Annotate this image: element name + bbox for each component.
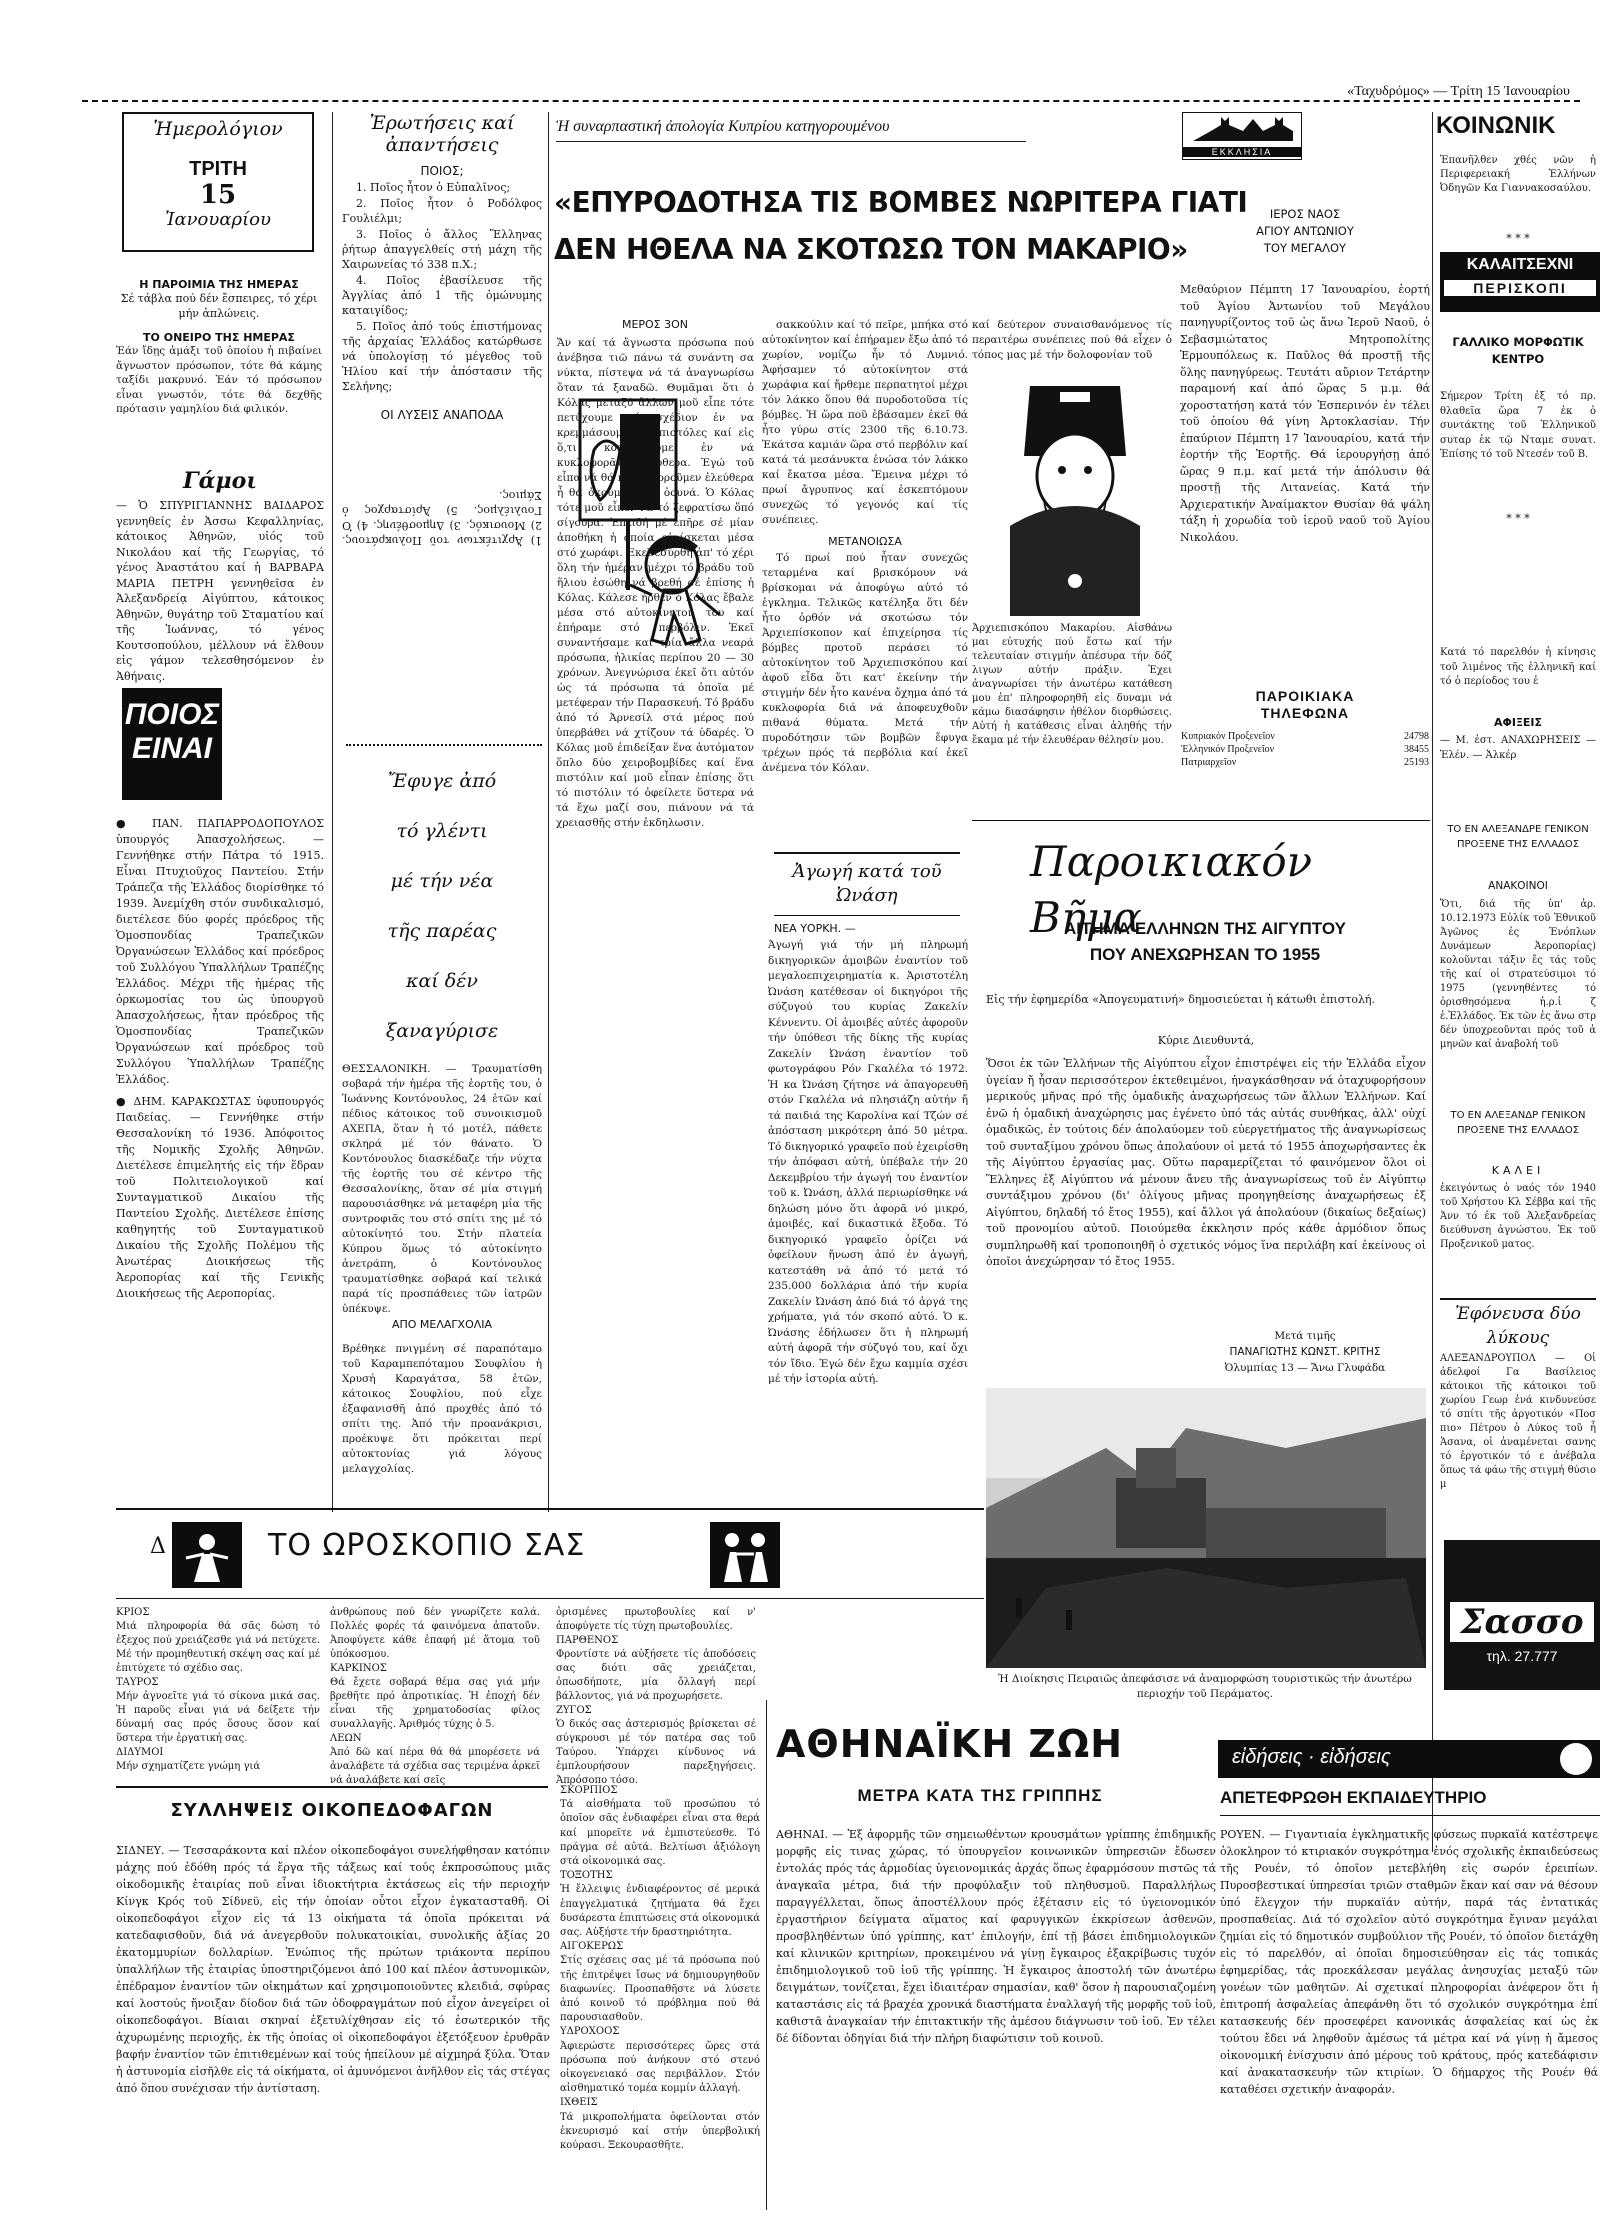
- escape-line-3: μέ τήν νέα: [390, 870, 494, 892]
- cypriot-col-b-text: σακκούλιν καί τό πεῖρε, μπήκα στό αὐτοκίνητον καί ἐπήραμεν ἔξω ἀπό τό χωρίον, νομίζω ἦν τό Λυμνιό. Ἀφήσαμεν τό αὐτοκίνητον στά χωράφια καί ἤρθεμε περπατητοί μέχρι τόν λάκκο ὅπου θά πυροδοτοῦσα τίς βόμβες. Ἡ ὥρα ποῦ ἐβάσαμεν ἐκεῖ θά ἦτο γύρω στίς 2300 τῆς 6.10.73. Ἐκάτσα καμιάν ὥρα στό περβόλιν καί κατά τά μεσάνυκτα ἐνώσα τόν λάκκο καί ἔκατσα μέσα. Ἔμεινα μέχρι τό πρωί ἄγρυπνος καί ἐσκεπτόμουν συνεχῶς τό γεγονός καί τίς συνέπειες.: [762, 319, 968, 526]
- answers-title: ΟΙ ΛΥΣΕΙΣ ΑΝΑΠΟΔΑ: [380, 408, 504, 422]
- escape-headline: [342, 756, 542, 1056]
- parikiakon-intro: Εἰς τήν ἐφημερίδα «Ἀπογευματινή» δημοσιεύεται ἡ κάτωθι ἐπιστολή.: [986, 993, 1376, 1006]
- phones-box: [1180, 688, 1430, 798]
- phone-name: Κυπριακόν Προξενεῖον: [1181, 731, 1275, 742]
- calendar-month: Ἰανουαρίου: [165, 209, 271, 230]
- who-is-line1: ΠΟΙΟΣ: [124, 698, 220, 731]
- arrivals-text: — Μ. ἐστ. ΑΝΑΧΩΡΗΣΕΙΣ — Ἑλέν. — Ἀλκέρ: [1440, 735, 1596, 761]
- perama-photo: [986, 1388, 1426, 1668]
- phone-row: [1180, 743, 1430, 756]
- cypriot-headline-line2: ΔΕΝ ΗΘΕΛΑ ΝΑ ΣΚΟΤΩΣΩ ΤΟΝ ΜΑΚΑΡΙΟ»: [554, 233, 1188, 266]
- horoscope-rule-top: [116, 1508, 984, 1510]
- horoscope-icon-left: [172, 1522, 242, 1588]
- news-banner: [1218, 1740, 1600, 1778]
- portrait-drawing: [990, 376, 1160, 616]
- escape-rule: [346, 744, 542, 746]
- phone-number: 38455: [1404, 744, 1429, 755]
- parikiakon-salutation: Κύριε Διευθυντά,: [1157, 1034, 1255, 1047]
- escape-line-1: Ἔφυγε ἀπό: [387, 770, 497, 792]
- church-icon: [1183, 113, 1303, 143]
- qa-title: Ἐρωτήσεις καί ἀπαντήσεις: [369, 112, 515, 156]
- news-banner-label: εἰδήσεις · εἰδήσεις: [1232, 1746, 1391, 1768]
- social-stars: * * *: [1506, 232, 1530, 245]
- athens-body: ΑΘΗΝΑΙ. — Ἐξ ἀφορμῆς τῶν σημειωθέντων κρουσμάτων γρίππης ἐπιδημικῆς μορφῆς εἰς τινας χώρας, τό ὑπουργεῖον κοινωνικῶν ὑπηρεσιῶν ἔδωσεν ἐντολάς πρός τάς ἁρμοδίας ὑγειονομικάς ἀρχάς ὅπως ἐφαρμόσουν πιστῶς τά ἀναγκαῖα μέτρα, διά τήν προφύλαξιν τοῦ πληθυσμοῦ. Παραλλήλως παραγγέλλεται, ὅπως ἀποστέλλουν πρός ἐξέτασιν εἰς τό ὑγειονομικόν ἐργαστήριον δείγματα αἵματος καί φαρυγγικῶν ἐκκρίσεων ἀσθενῶν, προσβληθέντων ὑπό γρίππης, κατ' ἐπιλογήν, ἐπί τῇ βάσει ἐπιδημιολογικῶν καί κλινικῶν κριτηρίων, προκειμένου νά γίνῃ ἔγκαιρος ἐξακρίβωσις τυχόν ἐπιδημιολογικοῦ τοῦ ἰοῦ τῆς γρίππης. Ἡ ἔγκαιρος ἀποστολή τῶν ἀνωτέρω δειγμάτων, τονίζεται, ἔχει ἰδιαιτέραν σημασίαν, καθ' ὅσον ἡ παρουσιαζομένη καταστάσις εἰς τά βραχέα χρονικά διαστήματα ἐναλλαγή τῆς μορφῆς τοῦ ἰοῦ, καθιστᾶ ἀναγκαίαν τήν ἐπιτακτικήν τῆς ἀμέσου διάγνωσιν τοῦ ἰοῦ. Ἐν τέλει δέ δίδονται ὁδηγίαι διά τήν πλήρη διαφώτισιν τοῦ κοινοῦ.: [776, 1828, 1216, 2045]
- horoscope-letter: Δ: [150, 1534, 166, 1559]
- horoscope-icon-right: [710, 1522, 780, 1588]
- proverb-section: [116, 278, 322, 415]
- portrait-caption: Ἀρχιεπισκόπου Μακαρίου. Αἰσθάνω μαι εὐτυχής πού ἔστω καί τήν τελευταίαν στιγμήν ἀπέσυρα τήν δόζ λιγων αὐτήν πράξιν. Ἐχει ἀναγνωρίσει τήν ἀνωτέρω κατάθεση μου ἐπ' πληροφορηθῆ εἰς δυναμι νά κάμω διασάφησιν ἠθέλον διορθώσεις. Αὐτή ἡ κατάθεσις εἶναι ἀληθής τήν ἔκαμα μέ τήν ἐλευθέραν θέλησίν μου.: [972, 623, 1172, 746]
- church-title-3: ΤΟΥ ΜΕΓΑΛΟΥ: [1263, 241, 1347, 255]
- athens-title: ΑΘΗΝΑΪΚΗ ΖΩΗ: [776, 1722, 1124, 1766]
- horoscope-col-b: ἀνθρώπους πού δέν γνωρίζετε καλά. Πολλές φορές τά φαινόμενα ἀπατοῦν. Ἀποφύγετε κάθε ἐπαφή μέ ἄτομα τοῦ ὑπόκοσμου. ΚΑΡΚΙΝΟΣ Θά ἔχετε σοβαρά θέμα σας γιά μήν βρεθῆτε πρό ἀπροτικίας. Ἡ ἐποχή δέν εἶναι τῆς χρηματοδοσίας φίλος συναλλαγῆς. Ἀριθμός τύχης ὁ 5. ΛΕΩΝ Ἀπό δῶ καί πέρα θά θά μπορέσετε νά ἀναλάβετε τά σχέδια σας τεριμένα ἀρκεῖ νά ἀναλάβετε καί σεῖς: [330, 1607, 540, 1786]
- kalei-text: ἐκειγόντως ὁ ναός τόν 1940 τοῦ Χρήστου Κλ Σέββα καί τῆς Ἀνν τό ἐκ τοῦ Ἀλεξανδρείας διεύθυνση ἀγνώστου. Ἐκ τοῦ Προξενικοῦ ματος.: [1440, 1183, 1596, 1250]
- cypriot-col-b: [762, 318, 968, 838]
- signoff: Μετά τιμῆς: [1274, 1330, 1336, 1342]
- parikiakon-headline-2: ΠΟΥ ΑΝΕΧΩΡΗΣΑΝ ΤΟ 1955: [1089, 945, 1321, 964]
- sasso-ad: [1444, 1540, 1600, 1690]
- parikiakon-body: Ὅσοι ἐκ τῶν Ἑλλήνων τῆς Αἰγύπτου εἶχον ἐπιστρέψει εἰς τήν Ἑλλάδα εἶχον ὑγείαν ἤ ἦσαν περισσότερον ἐκτεθειμένοι, ἠναγκάσθησαν νά ὁταχυφορήσουν μερικούς μῆνας πρό τῆς ὁμαδικῆς ἀναχωρήσεως τῶν ἄλλων Ἑλλήνων. Καί ἐνῶ ἡ ὁμαδική ἀναχώρησις μας ἐγένετο ὑπό τάς αὐτάς συνθήκας, ἀλλ' οὐχί ὁμαδικῶς, ἐν τούτοις δέν ἀπολαύομεν τοῦ εὐεργετήματος τῆς ἀναγνωρίσεως τοῦ συνταξίμου χρόνου ὅπως ἀπολαύουν οἱ μετά τό 1955 ἀποχωρήσαντες ἐκ τῆς Αἰγύπτου ἐργασίας μας. Οὕτω παραμερίζεται τό φαινόμενον ὅλοι οἱ Ἕλληνες ἐξ Αἰγύπτου νά μένουν ἄνευ τῆς ἀναγνωρίσεως τοῦ ἐν Αἰγύπτῳ συντάξιμου χρόνου (δι' ὀλίγους μῆνας προηγηθείσης ἀναχωρήσεως ἐξ Αἰγύπτου, δηλαδή τό ἔτος 1955), καί ἄλλοι γά ἀπολαύουν (δικαίως δεξαίως) τοῦ προνομίου αὐτοῦ. Ποιούμεθα ἐκκλησιν πρός κάθε ἁρμόδιον ὅπως συμπληρωθῆ καί τροποποιηθῆ ὁ σχετικός νόμος ἵνα περιλάβη καί ἐκείνους οἱ ὁποῖοι ἀνεχώρησαν τό ἔτος 1955.: [986, 1057, 1426, 1268]
- who-is-text-2: ● ΔΗΜ. ΚΑΡΑΚΩΣΤΑΣ ὑφυπουργός Παιδείας. — Γεννήθηκε στήν Θεσσαλονίκη τό 1936. Ἀπόφοιτος τῆς Νομικῆς Σχολῆς Ἀθηνῶν. Διετέλεσε ἐπιμελητής εἰς τήν ἕδραν τοῦ Πολιτειολογικοῦ καί Συνταγματικοῦ Δικαίου τῆς Παντείου Σχολῆς. Διετέλεσε ἐπίσης καθηγητής τοῦ Συνταγματικοῦ Δικαίου τῆς Σχολῆς Πολέμου τῆς Ἀνωτέρας Διοικήσεως τῆς Ἀεροπορίας καί τῆς Γενικῆς Διοικήσεως τῆς Αεροπορίας.: [116, 1095, 324, 1300]
- signer-address: Ὀλυμπίας 13 — Ἄνω Γλυφάδα: [1224, 1362, 1386, 1374]
- escape-line-5: καί δέν: [406, 970, 478, 992]
- announce-title: ΑΝΑΚΟΙΝΟΙ: [1488, 880, 1548, 892]
- horoscope-rule-bottom: [116, 1598, 984, 1599]
- question-2: 2. Ποῖος ἦτον ὁ Ροδόλφος Γουλιέλμι;: [342, 197, 542, 225]
- periscope-stars: * * *: [1506, 512, 1530, 525]
- cypriot-col-b2-text: Τό πρωί πού ἦταν συνεχῶς τεταρμένα καί βρισκόμουν νά βρίσκομαι νά ἀποφύγω αὐτό τό ἐγκλημα. Τελικῶς κατέληξα ὅτι δέν ἦτο ὀρθόν νά σκοτώσω τόν Ἀρχιεπίσκοπον καί ἐπιχείρησα τίς βόμβες προτοῦ περάσει τό αὐτοκίνητον τοῦ Ἀρχιεπισκόπου καί ἀφοῦ εἶδα ὅτι κατ' ἐκείνην τήν στιγμήν δέν ἦτο κανένα ὄχημα ἀπό τά κυκλοφορία διά νά ἀποφευχθοῦν πιθανά θύματα. Μετά τήν πυροδότησιν τῶν βομβῶν ἔφυγα τρέχων πρός τά περβόλια καί ἐκεῖ ἀνέμενα τόν Κόλαν.: [762, 552, 968, 774]
- horoscope-col-d: ΣΚΟΡΠΙΟΣ Τά αἰσθήματα τοῦ προσώπου τό ὁποῖον σᾶς ἐνδιαφέρει εἶναι στα θερά καί μπορεῖτε νά ἐμπιστεύεσθε. Τό πράγμα σέ αὐτά. Βελτίωσι ἀξιόλογη στά οἰκονομικά σας. ΤΟΞΟΤΗΣ Ἡ ἔλλειψις ἐνδιαφέροντος σέ μερικά ἐπαγγελματικά ζητήματα θά ἔχει δυσάρεστα ἐπιπτώσεις στά οἰκονομικά σας. Αὐξήστε τήν δραστηριότητα. ΑΙΓΟΚΕΡΩΣ Στίς σχέσεις σας μέ τά πρόσωπα πού τῆς ἐπιτρέψει ἴσως νά δημιουργηθοῦν διαφωνίες. Προσπαθῆστε νά λύσετε ἀπό κοινοῦ τό πρόβλημα πού θά παρουσιασθοῦν. ΥΔΡΟΧΟΟΣ Ἀφιερώστε περισσότερες ὥρες στά πρόσωπα πού ἀνήκουν στό στενό οἰκογενειακό σας περιβάλλον. Στόν αἰσθηματικό τομέα κομμίν ἀλλαγή. ΙΧΘΕΙΣ Τά μικροπολήματα ὀφείλονται στόν ἐκνευρισμό καί στήν ὑπερβολική κούρασι. Ξεκουρασθῆτε.: [560, 1785, 760, 2152]
- metanoia-title: ΜΕΤΑΝΟΙΩΣΑ: [828, 535, 902, 548]
- periscope-label: ΚΑΛΑΙΤΣΕΧΝΙ: [1466, 256, 1574, 273]
- answers-text: 1) Ἀρχιτέκτων τοῦ Πολυκράτους. 2) Μουσικός. 3) Δημοσθένης. 4) Ὁ Γουλιέλμος. 5) Ἀρίσταρχος ὁ Σάμιος.: [342, 489, 542, 547]
- church-title-2: ΑΓΙΟΥ ΑΝΤΩΝΙΟΥ: [1256, 224, 1354, 238]
- escape-body: ΘΕΣΣΑΛΟΝΙΚΗ. — Τραυματίσθη σοβαρά τήν ἡμέρα τῆς ἑορτῆς του, ὁ Ἰωάννης Κοντόνουλος, 24 ἐτῶν καί πέδιος κάτοικος τοῦ συνοικισμοῦ ΑΧΕΠΑ, ὅταν ἡ τό μοτέλ, πάθετε σκληρά μέ τόν θάνατο. Ὁ Κοντόνουλος διασκέδαζε τήν νύχτα τῆς ἑορτῆς του σέ κέντρο τῆς Θεσσαλονίκης, ὅταν σέ μία στιγμή παρουσιάσθηκε νά μεταφέρη μία τῆς συντροφιᾶς του στό σπίτι της μέ τό αὐτοκίνητό του. Στήν πλατεία Κύπρου ὅμως τό αὐτοκίνητο ἀνετράπη, ὁ Κοντόνουλος τραυματίσθηκε σοβαρά καί τελικά παρά τίς προσπάθειες τῶν ἰατρῶν ὑπέκυψε.: [342, 1063, 542, 1315]
- church-badge-label: ΕΚΚΛΗΣΙΑ: [1183, 147, 1301, 157]
- phones-title: ΠΑΡΟΙΚΙΑΚΑ ΤΗΛΕΦΩΝΑ: [1255, 688, 1355, 721]
- perama-caption: Ἡ Διοίκησις Πειραιῶς ἀπεφάσισε νά ἀναμορφώση τουριστικῶς τήν ἀνωτέρω περιοχήν τοῦ Περάματος.: [998, 1673, 1412, 1700]
- question-4: 4. Ποῖος ἐβασίλευσε τῆς Ἀγγλίας ἀπό 1 τῆς ὁμώνυμης καταιγίδος;: [342, 274, 542, 317]
- consul2-title: ΤΟ ΕΝ ΑΛΕΞΑΝΔΡ ΓΕΝΙΚΟΝ ΠΡΟΞΕΝΕ ΤΗΣ ΕΛΛΑΔΟΣ: [1450, 1110, 1586, 1136]
- sasso-brand: Σασσο: [1450, 1602, 1594, 1642]
- qa-subtitle: ΠΟΙΟΣ;: [420, 164, 464, 178]
- french-text: Σήμερον Τρίτη ἐξ τό πρ. θλαθεῖα ὥρα 7 ἐκ ὁ συντάκτης τοῦ Ἑλληνικοῦ συταρ ἐκ τῷ Νταμε συνατ. Ἐπίσης τό τοῦ Ντεσέν τοῦ Β.: [1440, 391, 1596, 460]
- church-badge: [1182, 112, 1302, 160]
- social-header: [1436, 112, 1600, 152]
- social-title: ΚΟΙΝΩΝΙΚ: [1436, 112, 1556, 139]
- question-3: 3. Ποῖος ὁ ἄλλος Ἕλληνας ῥήτωρ ἀπαγγελθείς στή μάχη τῆς Χαιρωνείας τό 338 π.Χ.;: [342, 228, 542, 271]
- divider-3: [1432, 112, 1433, 1852]
- murder-title: Ἐφόνευσα δύο λύκους: [1440, 1298, 1596, 1348]
- divider-2: [548, 112, 549, 1512]
- french-title: ΓΑΛΛΙΚΟ ΜΟΡΦΩΤΙΚ ΚΕΝΤΡΟ: [1452, 335, 1584, 366]
- calendar-box: [122, 112, 314, 252]
- horoscope-title: ΤΟ ΩΡΟΣΚΟΠΙΟ ΣΑΣ: [268, 1528, 586, 1563]
- parikiakon-rule: [972, 820, 1430, 821]
- weddings-section: [116, 468, 324, 683]
- zodiac-icon: [172, 1522, 242, 1588]
- arrivals-title: ΑΦΙΞΕΙΣ: [1493, 716, 1543, 729]
- weddings-text: — Ὁ ΣΠΥΡΙΓΙΑΝΝΗΣ ΒΑΙΔΑΡΟΣ γεννηθείς ἐν Ἀσσω Κεφαλληνίας, κάτοικος Ἀθηνῶν, υἱός τοῦ Νικολάου καί τῆς Γεωργίας, τό γένος Ἀναστάτου καί ἡ ΒΑΡΒΑΡΑ ΜΑΡΙΑ ΠΕΤΡΗ γεννηθεῖσα ἐν Ἀλεξανδρείᾳ Αἰγύπτου, κάτοικος Ἀθηνῶν, θυγάτηρ τοῦ Σταματίου καί τῆς Ἰωάννας, τό γένος Κουτσοπούλου, μέλλουν νά ἔλθουν εἰς γάμον τελεσθησόμενον ἐν Ἀθήναις.: [116, 499, 324, 683]
- proverb-text: Σέ τάβλα πού δέν ἔσπειρες, τό χέρι μήν ἁπλώνεις.: [120, 292, 318, 320]
- periscope-sub: ΠΕΡΙΣΚΟΠΙ: [1444, 280, 1596, 296]
- escape-line-4: τῆς παρέας: [387, 920, 497, 942]
- phone-row: [1180, 730, 1430, 743]
- question-1: 1. Ποῖος ἦτον ὁ Εὐπαλῖνος;: [356, 181, 511, 194]
- arrests-body: ΣΙΔΝΕΥ. — Τεσσαράκοντα καί πλέον οἰκοπεδοφάγοι συνελήφθησαν κατόπιν μάχης πού ἐδόθη πρός τά ἔργα τῆς τάξεως καί τούς ἐκπροσώπους μιᾶς οἰκοδομικῆς ἑταιρίας ποῦ εἶναι ἰδιοκτήτρια ἐκτάσεως εἰς τήν περιοχήν Κίνγκ Κρός τοῦ Σίδνεϋ, εἰς τήν ὁποίαν οὗτοι εἶχον ἐγκατασταθῆ. Οἱ οἰκοπεδοφάγοι εἶχον εἰς τά 13 οἰκήματα τά ὁποῖα πρόκειται νά κατεδαφισθοῦν, διά νά ἀνεγερθοῦν πολυκατοικίαι, συνολικῆς ἀξίας 20 ἑκατομμυρίων δολλαρίων. Ἐνώπιος τῆς πρώτων τριάκοντα περίπου ὑπαλλήλων τῆς ἑταιρίας ὑποστηριζόμενοι ἀπό 100 καί πλέον ἀστυνομικῶν, ἐπέδραμον ἐναντίον τῶν οἰκημάτων καί χρησιμοποιοῦντες κλειδιά, σφύρας καί λοστούς ἤνοιξαν δίοδον διά τῶν ὀδοφραγμάτων πού εἶχον ἀνεγείρει οἱ οἰκοπεδοφάγοι. Βίαιαι σκηναί ἐξετυλίχθησαν εἰς τό ἐσωτερικόν τῆς ἀχυρωμένης περιοχῆς, ἐκ τῆς ὁποίας οἱ οἰκοπεδοφάγοι ἐξετόξευον ἐρυθρᾶν βαφήν ἐναντίον τῶν ἐπιτιθεμένων καί τούς ἠπείλουν μέ αἰχμηρά ξύλα. Ὅταν ἡ ἀστυνομία εἰσῆλθε εἰς τά οἰκήματα, οἱ ἀμυνόμενοι ἀνῆλθον εἰς τάς στέγας ἀπό ὅπου συνέχισαν τήν ἀντίσταση.: [116, 1844, 550, 2095]
- phone-name: Πατριαρχεῖον: [1181, 757, 1237, 768]
- divider-1: [332, 112, 333, 1512]
- cypriot-col-a-text: Ἄν καί τά ἄγνωστα πρόσωπα πού ἀνέβησα τιῶ πάνω τά συνάντη σα νύκτα, πίστεψα νά τά ἀναγνωρίσω ὅταν τά ξαναδῶ. Θυμᾶμαι ὅτι ὁ Κόλας μεταξύ ἄλλων μοῦ εἶπε τότε πετύχουμε τό σχέδιον ἐν να κρεμμάσουμε τές πιστόλες καί εἰς ὅ,τι κοπετήσουμε ἐν νά κυκλοφορᾶτε ἐλεύθερα. Ἐγώ τοῦ εἶπα νά θά κυκλοφοροῦμεν ἐλεύθερα ἦ θά ὁκούμεν στά ὀουνά. Ὁ Κόλας τότε μοῦ εἶπεν νά τό ξεφρατίσω ὅπό σίγουρα. Ἐπειδή μέ ἐπῆρε σέ μίαν ἀποθήκη ἡ ὁποία εὑρίσκεται μέσα στό χωράφι. Ἐκεῖ ἐσύρθη ἀπ' τό χέρι ὅλη τήν ἡμέραν μέχρι τό βράδυ τοῦ ἥλιου ἐσώθη νά βρεθή σέ ἐπίσης ἡ Κόλας. Κάλεσε ἦρθεν ὁ Κόλας ἔβαλε μέσα στό αὐτοκίνητον του καί ἐπήραμε στό περβόλιν. Ἐκεῖ συναντήσαμε καί τρία ἄλλα νεαρά πρόσωπα, ἡλικίας περίπου 20 — 30 χρόνων. Ἀνεγνώρισα ἐκεῖ ὅτι αὐτόν ὡς τά πρόσωπα τά ὁποῖα μέ μετέφεραν τήν Παρασκευή. Τό βράδυ ἀπό τό Ἀρνεσίλ στά μέρος πού ὑπερβάθει νά χτίζουν τά ὑδαρές. Ὁ Κόλας μοῦ ἐπιδείξαν ἕνα ἀυτόματον ὅπλο δύο χειροβομβίδες καί ἕνα πιστόλιν καί μοῦ εἶπαν ἐπίσης ὅτι τό πιστόλιν τό ὀφείλετε ὕστερα νά τά ἔχω μαζί σου, πιάνουν νά τά χρειασθῆς στήν ἐκδηλωσιν.: [556, 337, 754, 829]
- qa-section: [342, 112, 542, 612]
- consul-title: ΤΟ ΕΝ ΑΛΕΞΑΝΔΡΕ ΓΕΝΙΚΟΝ ΠΡΟΞΕΝΕ ΤΗΣ ΕΛΛΑΔΟΣ: [1447, 824, 1589, 850]
- photo-scene: [986, 1388, 1426, 1668]
- dream-text: Ἐάν ἴδῃς ἁμάξι τοῦ ὁποίου ἡ πιβαίνει ἄγνωστον πρόσωπον, τότε θά κάμης ταξίδι μακρυνό. Ἐάν τό πρόσωπον εἶναι γνωστόν, τότε θά δεχθῆς πρότασιν γαμηλίου διά φιλικόν.: [116, 345, 322, 415]
- harbor-text: Κατά τό παρελθόν ἡ κίνησις τοῦ λιμένος τῆς ἑλληνικῆ καί τό ὁ περίοδος του ἐ: [1440, 647, 1596, 687]
- agogi-dateline: ΝΕΑ ΥΟΡΚΗ. —: [774, 922, 856, 935]
- calendar-weekday: ΤΡΙΤΗ: [189, 158, 247, 180]
- top-rule: [82, 100, 1580, 102]
- phone-row: [1180, 756, 1430, 769]
- news-headline: ΑΠΕΤΕΦΡΩΘΗ ΕΚΠΑΙΔΕΥΤΗΡΙΟ: [1220, 1788, 1600, 1816]
- phone-name: Ἑλληνικόν Προξενεῖον: [1181, 744, 1275, 755]
- signer: ΠΑΝΑΓΙΩΤΗΣ ΚΩΝΣΤ. ΚΡΙΤΗΣ: [1229, 1346, 1381, 1358]
- agogi-box: [774, 852, 960, 916]
- arrests-rule: [116, 1786, 548, 1788]
- melancholy-title: ΑΠΟ ΜΕΛΑΓΧΟΛΙΑ: [391, 1318, 493, 1331]
- makarios-portrait: [990, 376, 1160, 616]
- athens-headline: ΜΕΤΡΑ ΚΑΤΑ ΤΗΣ ΓΡΙΠΠΗΣ: [857, 1786, 1103, 1805]
- proverb-title: Η ΠΑΡΟΙΜΙΑ ΤΗΣ ΗΜΕΡΑΣ: [139, 278, 299, 291]
- kalei-title: ΚΑΛΕΙ: [1491, 1164, 1545, 1177]
- weddings-title: Γάμοι: [183, 468, 257, 494]
- murder-text: ΑΛΕΞΑΝΔΡΟΥΠΟΛ — Οἱ ἀδελφοί Γα Βασίλειος κάτοικοι τῆς κάτοικοι τοῦ χωρίου Γεωρ ἐνά κινδυνεύσε τό σπίτι τῆς ἀργοτικόν «Ποσ πιο» Πέτρου ὁ Λύκος τοῦ ἦ Ἁσανα, οἱ ἀναμένεται σανης τό ἐργοτικόν τό ε ἀνέβαλα ὅπως τά φάω τῆς στιγμή θύσιο μ: [1440, 1353, 1596, 1490]
- horoscope-col-c: ὁρισμένες πρωτοβουλίες καί ν' ἀποφύγετε τίς τύχη πρωτοβουλίες. ΠΑΡΘΕΝΟΣ Φροντίστε νά αὐξήσετε τίς ἀποδόσεις σας διότι σᾶς χρειάζεται, ὁπωσδήποτε, μία ὄλλαγή περί βάλλοντος, γιά νά προχωρήσετε. ΖΥΓΟΣ Ὁ δικός σας ἀστερισμός βρίσκεται σέ σύγκρουσι μέ τόν πατέρα σας τοῦ Ταύρου. Ὑπάρχει κίνδυνος νά ἐμπλουρήσουν παρεξηγήσεις. Ἀπρόσοπο τόσο.: [556, 1607, 756, 1786]
- zodiac-twins-icon: [710, 1522, 780, 1588]
- horoscope-banner: [150, 1514, 966, 1588]
- who-is-text-1: ● ΠΑΝ. ΠΑΠΑΡΡΟΔΟΠΟΥΛΟΣ ὑπουργός Ἀπασχολήσεως. — Γεννήθηκε στήν Πάτρα τό 1915. Εἶναι Πτυχιοῦχος Παντείου. Στήν Τράπεζα τῆς Ἑλλάδος διορίσθηκε τό 1939. Ἀνεμίχθη στόν συνδικαλισμό, διετέλεσε δύο φορές πρόεδρος τῆς Ὁμοσπονδίας Τραπεζικῶν Ὀργανώσεων Ἑλλάδος καί πρόεδρος τοῦ Συλλόγου Ὑπαλλήλων Τραπέζης Ἑλλάδος. Μέχρι τῆς ἡμέρας τῆς ὁρκωμοσίας του ὡς ὑπουργοῦ Ἀπασχολήσεως, ἦταν πρόεδρος τῆς Ὁμοσπονδίας Τραπεζικῶν Ὀργανώσεων καί πρόεδρος τοῦ Συλλόγου Ὑπαλλήλων Τραπέζης Ἑλλάδος.: [116, 817, 324, 1086]
- cypriot-headline-line1: «ΕΠΥΡΟΔΟΤΗΣΑ ΤΙΣ ΒΟΜΒΕΣ ΝΩΡΙΤΕΡΑ ΓΙΑΤΙ: [554, 186, 1248, 219]
- dream-title: ΤΟ ΟΝΕΙΡΟ ΤΗΣ ΗΜΕΡΑΣ: [143, 331, 295, 344]
- horoscope-col-a: ΚΡΙΟΣ Μιά πληροφορία θά σᾶς δώση τό ἐξεχος πού χρειάζεσθε γιά νά πετύχετε. Μέ τήν προμηθευτική σκέψη σας καί μέ ἐπιτύχετε τό σχέδιο σας. ΤΑΥΡΟΣ Μήν ἀγνοεῖτε γιά τό σίκονα μικά σας. Ἡ παροῦς εἶναι γιά νά δείξετε τήν δύναμή σας πρός ὅσους ὅσον καί ὕστερα τήν ἐργατική σας. ΔΙΔΥΜΟΙ Μήν σχηματίζετε γνώμη γιά: [116, 1607, 320, 1772]
- phone-number: 24798: [1404, 731, 1429, 742]
- running-head: «Ταχυδρόμος» — Τρίτη 15 Ἰανουαρίου: [1347, 84, 1570, 99]
- calendar-title: Ἡμερολόγιον: [153, 118, 283, 140]
- periscope-banner: [1440, 252, 1600, 312]
- phones-table: [1180, 730, 1430, 769]
- cypriot-kicker: Ἡ συναρπαστική ἀπολογία Κυπρίου κατηγορουμένου: [556, 118, 1026, 142]
- who-is-line2: ΕΙΝΑΙ: [131, 732, 212, 765]
- escape-line-6: ξαναγύρισε: [385, 1020, 499, 1042]
- announce-text: Ὅτι, διά τῆς ὑπ' ἀρ. 10.12.1973 Εὐλίκ τοῦ Ἑθνικοῦ Ἀγῶνος ἐς Ἐνόπλων Δυνάμεων Ἀεροπορίας) κολοῦνται τάξιν ἔς τάς τοῦς τῆς καί οἱ στρατεύσιμοι τό 1975 (γεννηθέντες τό ὀρισθησόμενα ἡ.ρ.ἰ ζ ἐ.Ἑλλάδος. Ἐκ τῶν ἐς ἄνω στρ δέν ὑποχρεοῦνται πρός τοῦ ἀ μηνῶν καί ἀναβολή τοῦ: [1440, 899, 1596, 1050]
- globe-icon: [1560, 1743, 1592, 1775]
- agogi-title: Ἀγωγή κατά τοῦ Ὠνάση: [792, 861, 942, 906]
- church-title: [1180, 206, 1430, 266]
- church-body: Μεθαύριον Πέμπτη 17 Ἰανουαρίου, ἑορτή τοῦ Ἁγίου Ἀντωνίου τοῦ Μεγάλου πανηγυρίζοντος τοῦ ὡς ἄνω Ἱεροῦ Ναοῦ, ὁ Σεβασμιώτατος Μητροπολίτης Ἑρμουπόλεως κ. Παῦλος θά προστῇ τῆς ὅλης πανηγύρεως. Τευτάτι αὔριον Τετάρτην παραμονή καί ἀπό ὥρας 5 μ.μ. θά χοροστατήση κατά τόν Ἑσπερινόν ἐν τέλει τοῦ ὁποίου θά γίνη Ἀρτοκλασίαν. Τήν ἐπαύριον Πέμπτη 17 Ἰανουαρίου, κατά τήν ἑορτήν τῆς Ἑορτῆς. Θά ἱερουργήσῃ ἀπό ὥρας 9 π.μ. καί μετά τήν ἀπόλυσιν θά προστῇ τῆς Λιτανείας. Κατά τήν Ἀρχιερατικήν Ἀναίμακτον Θυσίαν θά ψάλη τάξη ἡ χορωδία τοῦ ἱεροῦ ναοῦ τοῦ Ἁγίου Νικολάου.: [1180, 283, 1430, 544]
- escape-line-2: τό γλέντι: [396, 820, 488, 842]
- parikiakon-headline: [1000, 916, 1410, 976]
- parikiakon-title: Παροικιακόν Βῆμα: [1030, 837, 1313, 942]
- melancholy-body: Βρέθηκε πνιγμένη σέ παραπόταμο τοῦ Καραμπεπόταμου Σουφλίου ἡ Χρυσή Καραγάτσα, 58 ἐτῶν, κάτοικος Σουφλίου, πού εἶχε ἐξαφανισθῆ ἀπό προχθές ἀπό τό σπίτι της. Ἀπό τήν προανάκρισι, προέκυψε ὅτι πρόκειται περί αὐτοκτονίας γιά λόγους μελαγχολίας.: [342, 1343, 542, 1475]
- qa-questions: [342, 180, 542, 394]
- parikiakon-signature: [1180, 1328, 1430, 1378]
- agogi-body: Ἀγωγή γιά τήν μή πληρωμή δικηγορικῶν ἀμοιβῶν ἐναντίον τοῦ μεγαλοεπιχειρηματία κ. Ἀριστοτέλη Ὠνάση κατέθεσαν οἱ δικηγόροι τῆς σύζυγού του κυρίας Ζακελίν Κέννεντυ. Οἱ ἀμοιβές αὐτές ἀφοροῦν τήν ὑπόθεσι τῆς δίκης τῆς κυρίας Ζακελίν Ὠνάση ἐναντίον τοῦ φωτογράφου Ρόν Γκαλέλα τό 1972. Ἡ κα Ὠνάση ζήτησε νά ἀπαγορευθῆ στόν Γκαλέλα νά πλησιάζη αὐτήν ἤ τά παιδιά της Καρολίνα καί Τζών σέ ἀπόσταση μικρότερη ἀπό 50 μέτρα. Τό δικηγορικό γραφεῖο πού ἐχειρίσθη τήν ἀπόφασι αὐτή, ὑπέβαλε τήν 20 Δεκεμβρίου τήν ἀγωγή του ἐναντίον τοῦ κ. Ὠνάση, ἀλλά περιωρίσθηκε νά δηλώση μόνο ὅτι ἀφορᾶ νό μικρό, ἀμοιβές, καί δικαστικά ἔξοδα. Τό δικηγορικό γραφεῖο ὁρίζει νά ὀφείλουν ἤνωση ἀπό ἐν ἀγωγή, κατεστάθη νά ἀπό τό μετά τό 235.000 δολλάρια ἀπό τήν κυρία Ζακελίν Ὠνάση ἀπό διά τό ἀργά της χρήματα, γιά τόν σκοπό αὐτό. Ὁ κ. Ὠνάσης ἐδήλωσεν ὅτι ἡ πληρωμή αὐτή ἀφορᾶ τήν σύζυγό του, καί ὄχι τόν ἴδιο. Ἐγώ δέν ἔχω καμμία σχέσι μέ τήν ἱστορία αὐτή.: [768, 939, 968, 1385]
- cypriot-col-c-top: καί δεύτερον συναισθανόμενος τίς περαιτέρω συνέπειες πού θά εἶχεν ὁ τόπος μας μέ τήν δολοφονίαν τοῦ: [972, 319, 1172, 361]
- who-is-box: [122, 688, 222, 800]
- news-body: ΡΟΥΕΝ. — Γιγαντιαία ἐγκληματικῆς φύσεως πυρκαϊά κατέστρεψε ὁλοκληρον τό κτιριακόν συγκρότημα ἑνός σχολικῆς ἐκπαιδεύσεως τῆς Ρουέν, τό ὁποῖον μετεβλήθη εἰς σωρόν ἐρειπίων. Πυροσβεστικαί ὑπηρεσίαι τριῶν σταθμῶν ἔκαν καί σαν νά θέσουν ὑπό ἔλεγχον τήν πυρκαϊάν αὐτήν, παρά τάς ἐντατικάς προσπαθείας. Διά τό σχολεῖον αὐτό συγκρότημα ἔγιναν μεγάλαι ζημίαι εἰς τό δημοτικόν συμβούλιον τῆς Ρουέν, τό ὁποῖον διετάχθη εἰς τό παρελθόν, αἱ ὁποῖαι δημοσιεύθησαν εἰς τάς τοπικάς ἐφημερίδας, τάς προεκάλεσαν μεγάλας ἀνησυχίας μεταξύ τῶν γονέων τῶν μαθητῶν. Αἱ σχετικαί πληροφορίαι ἀνέφερον ὅτι ἡ ἐπιτροπή ἀσφαλείας ἀπεφάνθη ὅτι τό σχολικόν συγκρότημα ἐπί κατασκευής δέν προσεφέρει κανονικάς ἀσφαλείας καί ὡς ἐκ τούτου ἔδει νά ληφθοῦν ἀμέσως τά μέτρα καί νά γίνῃ ἡ ἄμεσος οἰκονομική ἐνίσχυσιν ἀπό μέρους τοῦ κράτους, πρός κατεδάφισιν καί ἀνακατασκευήν τῶν κτιρίων. Ὁ δήμαρχος τῆς Ρουέν θά καταθέσει σχετικήν ἀναφοράν.: [1220, 1828, 1598, 2096]
- question-5: 5. Ποῖος ἀπό τούς ἐπιστήμονας τῆς ἀρχαίας Ἑλλάδος κατώρθωσε νά ὑπολογίσῃ τό μέγεθος τοῦ Ἡλίου καί τήν ἀπόστασιν τῆς Σελήνης;: [342, 320, 542, 393]
- phone-number: 25193: [1404, 757, 1429, 768]
- cypriot-col-a: [556, 336, 754, 1196]
- church-title-1: ΙΕΡΟΣ ΝΑΟΣ: [1269, 207, 1341, 221]
- arrests-title: ΣΥΛΛΗΨΕΙΣ ΟΙΚΟΠΕΔΟΦΑΓΩΝ: [170, 1800, 494, 1821]
- cypriot-headline: [554, 186, 1248, 302]
- parikiakon-headline-1: ΑΙΤΗΜΑ ΕΛΛΗΝΩΝ ΤΗΣ ΑΙΓΥΠΤΟΥ: [1064, 919, 1346, 938]
- cypriot-part: ΜΕΡΟΣ 3ΟΝ: [621, 318, 689, 331]
- sasso-phone: τηλ. 27.777: [1486, 1648, 1558, 1664]
- divider-4: [766, 1700, 767, 2210]
- calendar-day: 15: [199, 180, 237, 210]
- social-text: Ἐπανῆλθεν χθές νῶν ἡ Περιφερειακή Ἑλλήνων Ὀδηγῶν Κα Γιαννακοσαύλου.: [1440, 155, 1596, 194]
